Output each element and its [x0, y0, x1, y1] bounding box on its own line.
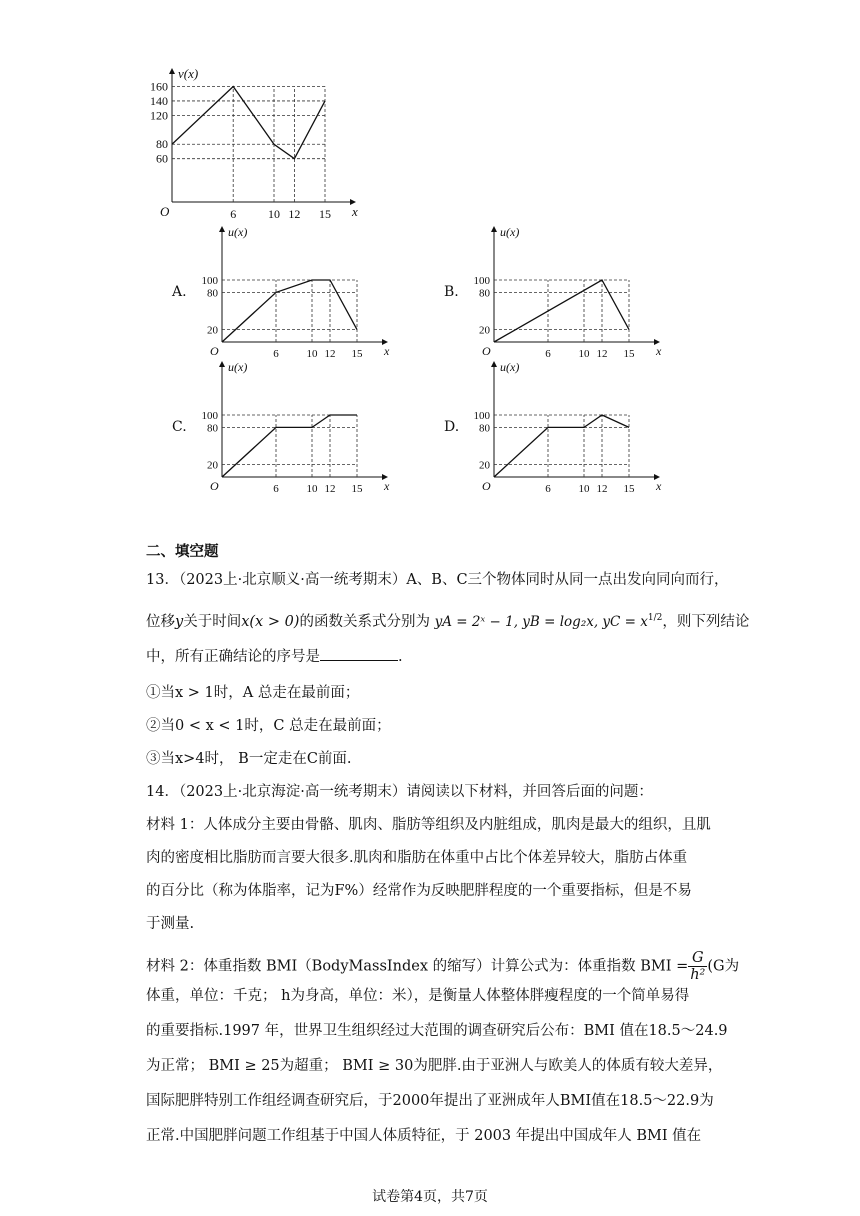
- q14-text: (G为: [707, 958, 740, 975]
- q13-text: .: [398, 649, 403, 665]
- q14-m1-line1: 材料 1：人体成分主要由骨骼、肌肉、脂肪等组织及内脏组成，肌肉是最大的组织，且肌: [146, 817, 711, 833]
- x-tick-label: 15: [623, 483, 635, 495]
- section-heading: 二、填空题: [146, 544, 219, 560]
- y-axis-arrow: [491, 361, 497, 367]
- x-tick-label: 10: [306, 483, 318, 495]
- q14-text: 材料 2：体重指数 BMI（BodyMassIndex 的缩写）计算公式为：体重指数 BMI =: [146, 958, 689, 975]
- function-polyline: [494, 415, 629, 477]
- origin-label: O: [210, 344, 219, 358]
- origin-label: O: [160, 204, 170, 219]
- y-axis-arrow: [491, 226, 497, 232]
- q13-item3: ③当x>4时， B一定走在C前面.: [146, 751, 352, 767]
- x-tick-label: 15: [319, 207, 331, 221]
- y-tick-label: 80: [479, 422, 490, 435]
- option-b-letter: B.: [444, 284, 459, 300]
- page-footer: 试卷第4页，共7页: [372, 1189, 488, 1205]
- x-tick-label: 10: [268, 207, 280, 221]
- y-tick-label: 140: [150, 93, 168, 108]
- function-polyline: [222, 280, 357, 342]
- x-tick-label: 6: [545, 348, 551, 360]
- q14-m2-line6: 正常.中国肥胖问题工作组基于中国人体质特征，于 2003 年提出中国成年人 BMI 值在: [146, 1128, 702, 1144]
- x-tick-label: 6: [273, 348, 279, 360]
- q14-m2-line3: 的重要指标.1997 年，世界卫生组织经过大范围的调查研究后公布：BMI 值在18.5～24.9: [146, 1023, 728, 1039]
- y-tick-label: 60: [156, 151, 168, 166]
- option-a-letter: A.: [172, 284, 187, 300]
- y-tick-label: 100: [201, 275, 218, 287]
- y-axis-label: v(x): [178, 66, 199, 81]
- function-polyline: [494, 280, 629, 342]
- q13-item2: ②当0 < x < 1时，C 总走在最前面；: [146, 718, 391, 734]
- x-axis-label: x: [656, 344, 662, 358]
- q14-m1-line2: 肉的密度相比脂肪而言要大很多.肌肉和脂肪在体重中占比个体差异较大，脂肪占体重: [146, 850, 688, 866]
- x-tick-label: 6: [545, 483, 551, 495]
- x-tick-label: 12: [596, 483, 608, 495]
- origin-label: O: [482, 479, 491, 493]
- q14-m1-line3: 的百分比（称为体脂率，记为F%）经常作为反映肥胖程度的一个重要指标，但是不易: [146, 883, 692, 899]
- q13-text: 的函数关系式分别为: [299, 613, 430, 630]
- option-b-chart: [470, 222, 670, 362]
- q13-line2: [146, 608, 749, 632]
- x-tick-label: 10: [578, 483, 590, 495]
- option-a-chart: [198, 222, 398, 362]
- y-tick-label: 120: [150, 108, 168, 123]
- option-d-letter: D.: [444, 419, 460, 435]
- fraction-numerator: G: [688, 950, 707, 967]
- option-c-letter: C.: [172, 419, 187, 435]
- q14-line1: 14．（2023上·北京海淀·高一统考期末）请阅读以下材料，并回答后面的问题：: [146, 784, 653, 800]
- v-chart: [140, 64, 360, 224]
- y-tick-label: 100: [201, 410, 218, 422]
- x-tick-label: 12: [288, 207, 301, 221]
- q13-item1: ①当x > 1时，A 总走在最前面；: [146, 685, 360, 701]
- y-tick-label: 20: [479, 459, 490, 472]
- x-tick-label: 12: [324, 348, 336, 360]
- y-tick-label: 20: [479, 324, 490, 337]
- q13-line1: 13．（2023上·北京顺义·高一统考期末）A、B、C三个物体同时从同一点出发向同向而行，: [146, 572, 729, 588]
- function-polyline: [222, 415, 357, 477]
- q13-text: 中，所有正确结论的序号是: [146, 649, 320, 665]
- x-tick-label: 10: [306, 348, 318, 360]
- origin-label: O: [482, 344, 491, 358]
- x-tick-label: 10: [578, 348, 590, 360]
- x-tick-label: 12: [324, 483, 336, 495]
- y-axis-label: u(x): [228, 360, 248, 374]
- y-axis-label: u(x): [500, 225, 520, 239]
- answer-blank[interactable]: [320, 646, 398, 661]
- x-tick-label: 15: [623, 348, 635, 360]
- q14-m2-line1: [146, 950, 739, 983]
- y-tick-label: 80: [156, 137, 168, 152]
- x-tick-label: 6: [230, 207, 237, 221]
- y-tick-label: 100: [473, 410, 490, 422]
- y-axis-label: u(x): [500, 360, 520, 374]
- q13-line3: [146, 646, 403, 667]
- bmi-fraction: [688, 950, 707, 983]
- option-c-chart: [198, 357, 398, 497]
- x-axis-label: x: [384, 479, 390, 493]
- q14-m1-line4: 于测量.: [146, 916, 195, 932]
- y-tick-label: 80: [479, 287, 490, 300]
- y-tick-label: 20: [207, 459, 218, 472]
- q13-var-y: y: [175, 613, 184, 630]
- y-tick-label: 20: [207, 324, 218, 337]
- y-tick-label: 80: [207, 287, 218, 300]
- x-axis-label: x: [384, 344, 390, 358]
- origin-label: O: [210, 479, 219, 493]
- q13-formula: yA = 2ˣ − 1, yB = log₂x, yC = x: [434, 613, 648, 630]
- x-tick-label: 6: [273, 483, 279, 495]
- q13-text: ，则下列结论: [662, 613, 750, 630]
- y-axis-arrow: [169, 68, 175, 74]
- y-axis-arrow: [219, 226, 225, 232]
- x-tick-label: 15: [351, 348, 363, 360]
- option-d-chart: [470, 357, 670, 497]
- q13-formula-exponent: 1/2: [647, 613, 663, 623]
- y-tick-label: 100: [473, 275, 490, 287]
- y-axis-label: u(x): [228, 225, 248, 239]
- q13-condition: x(x > 0): [241, 613, 300, 630]
- q14-m2-line5: 国际肥胖特别工作组经调查研究后，于2000年提出了亚洲成年人BMI值在18.5～22.9为: [146, 1093, 714, 1109]
- q13-text: 关于时间: [183, 613, 242, 630]
- fraction-denominator: h²: [690, 967, 706, 983]
- q13-text: 位移: [146, 613, 175, 630]
- y-tick-label: 160: [150, 79, 168, 94]
- q14-m2-line4: 为正常； BMI ≥ 25为超重； BMI ≥ 30为肥胖.由于亚洲人与欧美人的体质有较大差异，: [146, 1058, 723, 1074]
- x-axis-label: x: [656, 479, 662, 493]
- x-axis-label: x: [352, 204, 358, 219]
- function-polyline: [172, 86, 325, 158]
- x-tick-label: 15: [351, 483, 363, 495]
- y-tick-label: 80: [207, 422, 218, 435]
- x-tick-label: 12: [596, 348, 608, 360]
- y-axis-arrow: [219, 361, 225, 367]
- q14-m2-line2: 体重，单位：千克； h为身高，单位：米），是衡量人体整体胖瘦程度的一个简单易得: [146, 988, 690, 1004]
